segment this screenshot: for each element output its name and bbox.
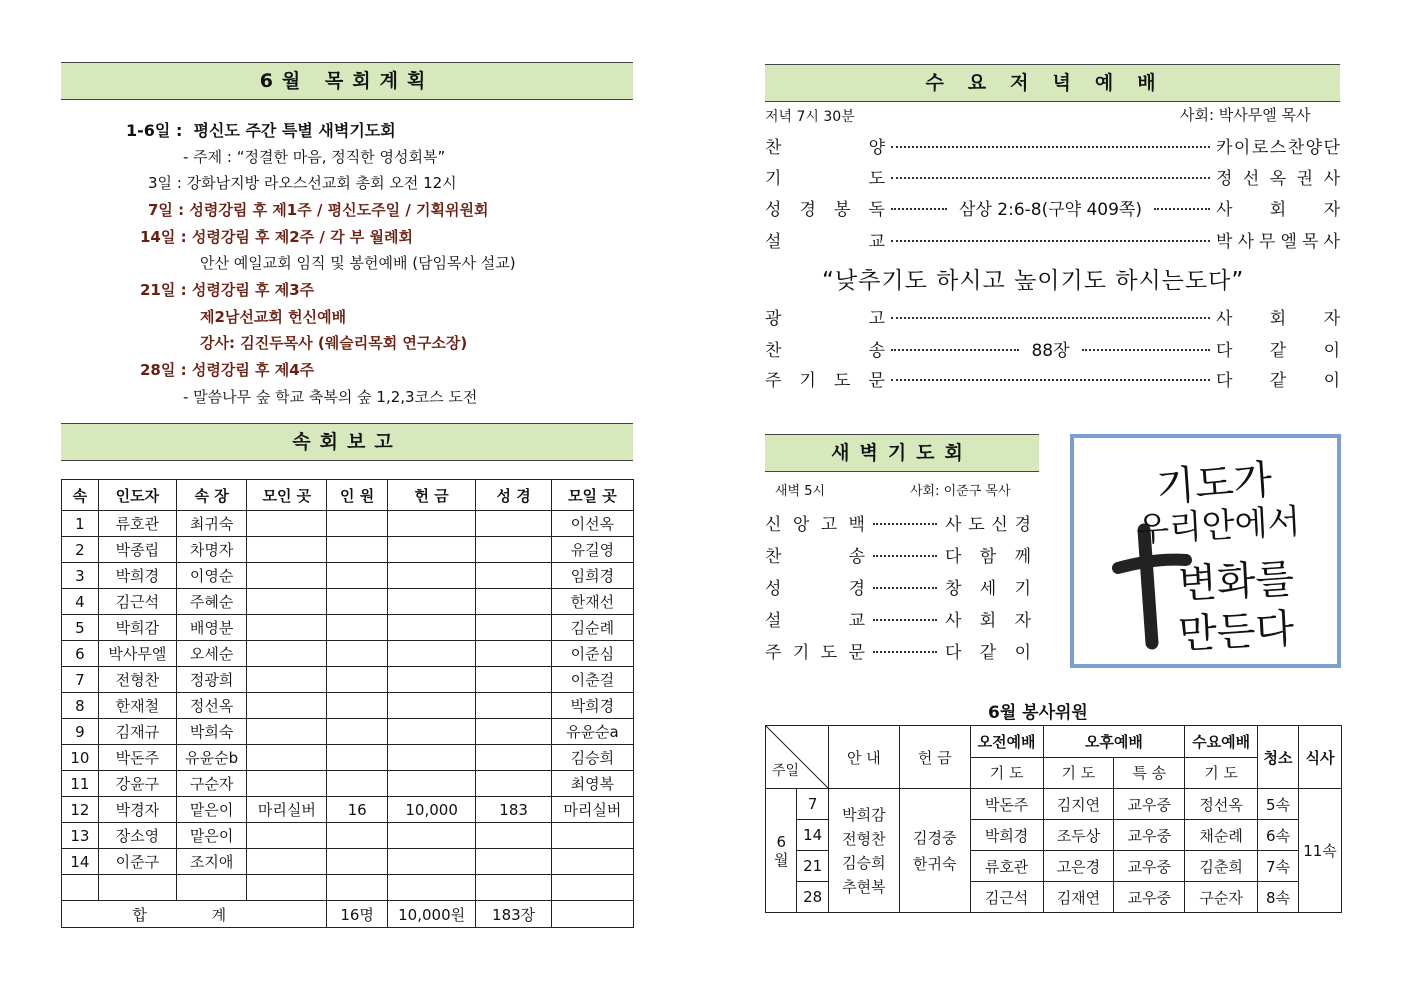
plan-line: - 말씀나무 숲 학교 축복의 숲 1,2,3코스 도전 (183, 388, 478, 406)
table-cell (387, 511, 476, 537)
plan-line: 안산 예일교회 임직 및 봉헌예배 (담임목사 설교) (200, 254, 516, 272)
table-cell: 11 (62, 771, 99, 797)
table-cell (387, 537, 476, 563)
table-row (62, 511, 634, 537)
table-cell (247, 537, 327, 563)
order-item (765, 303, 1340, 329)
table-cell: 박돈주 (98, 745, 176, 771)
col-header: 속 장 (176, 480, 246, 511)
volunteer-cell: 고은경 (1043, 851, 1114, 882)
table-cell (387, 745, 476, 771)
table-cell (98, 875, 176, 901)
cell-table-body (62, 511, 634, 901)
table-row (62, 589, 634, 615)
table-cell (176, 875, 246, 901)
table-cell (327, 719, 387, 745)
sub-special: 특 송 (1114, 757, 1185, 789)
table-row (62, 771, 634, 797)
col-meal: 식사 (1299, 726, 1342, 789)
table-cell: 183 (476, 797, 551, 823)
table-cell: 김순례 (551, 615, 633, 641)
table-cell (476, 745, 551, 771)
table-cell (387, 641, 476, 667)
dawn-value: 다 함 께 (945, 546, 1031, 567)
dawn-label: 성 경 (765, 578, 865, 599)
volunteers-title: 6월 봉사위원 (988, 703, 1088, 723)
table-cell (551, 823, 633, 849)
table-cell (476, 563, 551, 589)
table-cell: 배영분 (176, 615, 246, 641)
col-morning: 오전예배 (970, 726, 1043, 758)
table-cell: 주혜순 (176, 589, 246, 615)
table-cell (476, 823, 551, 849)
dawn-item (765, 573, 1031, 599)
table-cell (327, 563, 387, 589)
table-cell: 1 (62, 511, 99, 537)
table-cell (247, 511, 327, 537)
col-cleaning: 청소 (1258, 726, 1299, 789)
order-value: 사 회 자 (1216, 199, 1341, 220)
table-cell: 김승희 (551, 745, 633, 771)
plan-line: 21일 : 성령강림 후 제3주 (140, 281, 315, 299)
table-cell (476, 771, 551, 797)
table-cell (327, 875, 387, 901)
col-header: 인도자 (98, 480, 176, 511)
table-row (62, 641, 634, 667)
table-cell (327, 693, 387, 719)
table-row (62, 667, 634, 693)
leader-dots (891, 317, 1210, 319)
corner-label: 주일 (772, 763, 800, 779)
table-cell: 9 (62, 719, 99, 745)
table-cell: 이준구 (98, 849, 176, 875)
volunteer-cell: 8속 (1258, 882, 1299, 913)
order-value: 다 같 이 (1216, 340, 1340, 361)
order-label: 찬 양 (765, 137, 885, 158)
table-cell: 박희숙 (176, 719, 246, 745)
poster-line: 변화를 (1177, 555, 1296, 608)
table-cell (387, 563, 476, 589)
dawn-item (765, 637, 1031, 663)
table-cell: 14 (62, 849, 99, 875)
table-cell: 10,000 (387, 797, 476, 823)
wed-time: 저녁 7시 30분 (765, 109, 855, 125)
order-value: 카 이 로 스 찬 양 단 (1216, 137, 1340, 158)
day-cell: 21 (797, 851, 828, 882)
volunteer-cell: 7속 (1258, 851, 1299, 882)
poster-line: 만든다 (1177, 605, 1296, 658)
table-cell (387, 719, 476, 745)
volunteer-cell: 정선옥 (1185, 789, 1258, 820)
table-cell (476, 693, 551, 719)
table-cell: 차명자 (176, 537, 246, 563)
table-cell: 류호관 (98, 511, 176, 537)
table-cell (247, 563, 327, 589)
col-header: 모인 곳 (247, 480, 327, 511)
table-cell (476, 615, 551, 641)
table-cell: 한재선 (551, 589, 633, 615)
table-row (62, 875, 634, 901)
volunteer-cell: 교우중 (1114, 789, 1185, 820)
leader-dots (891, 208, 947, 210)
leader-dots (1082, 349, 1210, 351)
table-cell: 이영순 (176, 563, 246, 589)
order-value: 박 사 무 엘 목 사 (1216, 231, 1340, 252)
dawn-label: 주 기 도 문 (765, 642, 865, 663)
col-afternoon: 오후예배 (1043, 726, 1185, 758)
plan-line: 7일 : 성령강림 후 제1주 / 평신도주일 / 기획위원회 (148, 201, 489, 219)
cell-table (61, 479, 634, 928)
table-cell (247, 589, 327, 615)
table-cell (247, 823, 327, 849)
volunteer-cell: 박돈주 (970, 789, 1043, 820)
sub-prayer: 기 도 (1043, 757, 1114, 789)
table-cell (476, 719, 551, 745)
table-cell (327, 667, 387, 693)
volunteer-cell: 5속 (1258, 789, 1299, 820)
table-cell (551, 849, 633, 875)
table-cell (327, 849, 387, 875)
table-cell (387, 667, 476, 693)
volunteer-cell: 김지연 (1043, 789, 1114, 820)
table-cell: 최영복 (551, 771, 633, 797)
table-header-row (62, 480, 634, 511)
table-cell: 마리실버 (551, 797, 633, 823)
leader-dots (891, 240, 1210, 242)
plan-line: 3일 : 강화남지방 라오스선교회 총회 오전 12시 (148, 174, 457, 192)
leader-dots (873, 555, 937, 557)
table-cell (387, 771, 476, 797)
table-cell (247, 875, 327, 901)
table-row (62, 693, 634, 719)
table-cell (476, 511, 551, 537)
table-row (62, 823, 634, 849)
day-cell: 14 (797, 820, 828, 851)
table-cell (62, 875, 99, 901)
dawn-item (765, 509, 1031, 535)
col-guide: 안 내 (828, 726, 899, 789)
total-empty (551, 901, 633, 928)
order-item (765, 226, 1340, 252)
volunteer-cell: 류호관 (970, 851, 1043, 882)
table-cell: 김재규 (98, 719, 176, 745)
day-cell: 28 (797, 882, 828, 913)
table-cell: 6 (62, 641, 99, 667)
table-cell (327, 589, 387, 615)
order-value: 다 같 이 (1216, 370, 1340, 391)
table-cell (327, 511, 387, 537)
leader-dots (873, 587, 937, 589)
dawn-value: 사 회 자 (945, 610, 1031, 631)
col-header: 모일 곳 (551, 480, 633, 511)
plan-line: 28일 : 성령강림 후 제4주 (140, 361, 315, 379)
table-cell (387, 615, 476, 641)
volunteer-cell: 김근석 (970, 882, 1043, 913)
dawn-item (765, 541, 1031, 567)
table-cell (247, 771, 327, 797)
table-cell (327, 615, 387, 641)
total-label: 합 계 (62, 901, 327, 928)
offering-cell: 김경중 한귀숙 (899, 789, 970, 913)
total-people: 16명 (327, 901, 387, 928)
order-item (765, 194, 1340, 220)
wed-header: 수요저녁예배 (765, 64, 1340, 102)
table-cell (476, 537, 551, 563)
table-cell: 박사무엘 (98, 641, 176, 667)
plan-line: 제2남선교회 헌신예배 (200, 308, 347, 326)
volunteer-cell: 김춘희 (1185, 851, 1258, 882)
leader-dots (873, 523, 937, 525)
table-cell (247, 719, 327, 745)
table-cell: 박희경 (98, 563, 176, 589)
dawn-value: 사 도 신 경 (945, 514, 1031, 535)
sub-prayer: 기 도 (970, 757, 1043, 789)
dawn-label: 찬 송 (765, 546, 865, 567)
table-cell (247, 745, 327, 771)
volunteer-cell: 교우중 (1114, 851, 1185, 882)
prayer-poster (1070, 434, 1341, 668)
table-cell: 한재철 (98, 693, 176, 719)
table-cell (327, 537, 387, 563)
dawn-value: 창 세 기 (945, 578, 1031, 599)
col-header: 인 원 (327, 480, 387, 511)
total-bible: 183장 (476, 901, 551, 928)
dawn-header: 새벽기도회 (765, 434, 1039, 472)
total-row (62, 901, 634, 928)
order-item (765, 365, 1340, 391)
dawn-item (765, 605, 1031, 631)
table-cell (387, 589, 476, 615)
cell-header: 속회보고 (61, 423, 633, 461)
poster-line: 기도가 (1154, 457, 1274, 511)
col-header: 성 경 (476, 480, 551, 511)
table-cell (551, 875, 633, 901)
table-cell: 마리실버 (247, 797, 327, 823)
table-cell (247, 641, 327, 667)
volunteer-cell: 박희경 (970, 820, 1043, 851)
col-header: 헌 금 (387, 480, 476, 511)
day-cell: 7 (797, 789, 828, 820)
col-wednesday: 수요예배 (1185, 726, 1258, 758)
col-header: 속 (62, 480, 99, 511)
table-cell: 임희경 (551, 563, 633, 589)
dawn-label: 신 앙 고 백 (765, 514, 865, 535)
leader-dots (891, 349, 1019, 351)
plan-header: 6월 목회계획 (61, 62, 633, 100)
table-cell: 이준심 (551, 641, 633, 667)
month-cell: 6 월 (766, 789, 797, 913)
table-row (62, 797, 634, 823)
leader-dots (1154, 208, 1210, 210)
poster-line: 우리안에서 (1135, 501, 1302, 551)
volunteer-cell: 교우중 (1114, 820, 1185, 851)
order-item (765, 335, 1340, 361)
table-cell: 박희경 (551, 693, 633, 719)
table-cell (247, 615, 327, 641)
table-cell: 최귀숙 (176, 511, 246, 537)
order-label: 광 고 (765, 308, 885, 329)
table-cell (476, 589, 551, 615)
table-cell: 맡은이 (176, 797, 246, 823)
table-cell (476, 667, 551, 693)
leader-dots (873, 651, 937, 653)
leader-dots (891, 177, 1210, 179)
table-row (62, 615, 634, 641)
table-cell: 10 (62, 745, 99, 771)
table-cell: 13 (62, 823, 99, 849)
order-item (765, 163, 1340, 189)
sermon-title: “낮추기도 하시고 높이기도 하시는도다” (822, 268, 1245, 294)
dawn-label: 설 교 (765, 610, 865, 631)
plan-line: 강사: 김진두목사 (웨슬리목회 연구소장) (200, 334, 468, 352)
table-cell: 전형찬 (98, 667, 176, 693)
table-cell: 16 (327, 797, 387, 823)
order-label: 기 도 (765, 168, 885, 189)
table-cell (387, 823, 476, 849)
col-offering: 헌 금 (899, 726, 970, 789)
table-cell (327, 823, 387, 849)
table-cell: 7 (62, 667, 99, 693)
corner-cell (766, 726, 829, 789)
table-cell: 김근석 (98, 589, 176, 615)
table-cell: 유길영 (551, 537, 633, 563)
order-label: 설 교 (765, 231, 885, 252)
volunteer-cell: 채순례 (1185, 820, 1258, 851)
leader-dots (891, 146, 1210, 148)
order-detail: 88장 (1025, 336, 1075, 361)
table-cell: 8 (62, 693, 99, 719)
table-cell: 유윤순b (176, 745, 246, 771)
table-cell (387, 693, 476, 719)
table-cell: 4 (62, 589, 99, 615)
order-label: 성 경 봉 독 (765, 199, 885, 220)
table-row (766, 789, 1342, 820)
table-cell: 5 (62, 615, 99, 641)
table-cell (476, 875, 551, 901)
order-value: 정 선 옥 권 사 (1216, 168, 1340, 189)
table-cell (476, 641, 551, 667)
volunteer-cell: 6속 (1258, 820, 1299, 851)
wed-host: 사회: 박사무엘 목사 (1180, 106, 1311, 124)
order-value: 사 회 자 (1216, 308, 1340, 329)
table-cell: 조지애 (176, 849, 246, 875)
table-cell: 유윤순a (551, 719, 633, 745)
table-cell (327, 641, 387, 667)
table-cell (387, 849, 476, 875)
order-detail: 삼상 2:6-8(구약 409쪽) (953, 195, 1148, 220)
table-cell: 강윤구 (98, 771, 176, 797)
dawn-value: 다 같 이 (945, 642, 1031, 663)
table-cell: 박희감 (98, 615, 176, 641)
meal-cell: 11속 (1299, 789, 1342, 913)
table-row (62, 563, 634, 589)
table-cell: 이춘걸 (551, 667, 633, 693)
table-cell: 박경자 (98, 797, 176, 823)
table-cell: 이선옥 (551, 511, 633, 537)
total-offering: 10,000원 (387, 901, 476, 928)
guide-cell: 박희감 전형찬 김승희 추현복 (828, 789, 899, 913)
leader-dots (891, 379, 1210, 381)
table-cell (247, 693, 327, 719)
order-label: 찬 송 (765, 340, 885, 361)
table-cell: 정광희 (176, 667, 246, 693)
table-cell: 맡은이 (176, 823, 246, 849)
table-cell (247, 667, 327, 693)
plan-line: 14일 : 성령강림 후 제2주 / 각 부 월례회 (140, 228, 413, 246)
table-cell (247, 849, 327, 875)
sub-prayer: 기 도 (1185, 757, 1258, 789)
plan-line: - 주제 : “정결한 마음, 정직한 영성회복” (183, 148, 446, 166)
table-cell: 3 (62, 563, 99, 589)
table-cell: 오세순 (176, 641, 246, 667)
table-row (62, 719, 634, 745)
table-row (62, 849, 634, 875)
dawn-host: 사회: 이준구 목사 (910, 484, 1011, 499)
table-cell: 2 (62, 537, 99, 563)
table-cell: 박종립 (98, 537, 176, 563)
table-row (62, 745, 634, 771)
volunteer-cell: 구순자 (1185, 882, 1258, 913)
leader-dots (873, 619, 937, 621)
volunteers-table (765, 725, 1342, 913)
table-cell (387, 875, 476, 901)
plan-line: 1-6일 : 평신도 주간 특별 새벽기도회 (126, 121, 396, 140)
volunteer-cell: 조두상 (1043, 820, 1114, 851)
table-cell: 장소영 (98, 823, 176, 849)
table-cell (476, 849, 551, 875)
volunteer-cell: 교우중 (1114, 882, 1185, 913)
table-cell: 구순자 (176, 771, 246, 797)
table-cell: 정선옥 (176, 693, 246, 719)
table-cell (327, 771, 387, 797)
table-cell (327, 745, 387, 771)
volunteer-cell: 김재연 (1043, 882, 1114, 913)
table-row (62, 537, 634, 563)
dawn-time: 새벽 5시 (775, 484, 826, 499)
order-item (765, 132, 1340, 158)
table-cell: 12 (62, 797, 99, 823)
order-label: 주 기 도 문 (765, 370, 885, 391)
